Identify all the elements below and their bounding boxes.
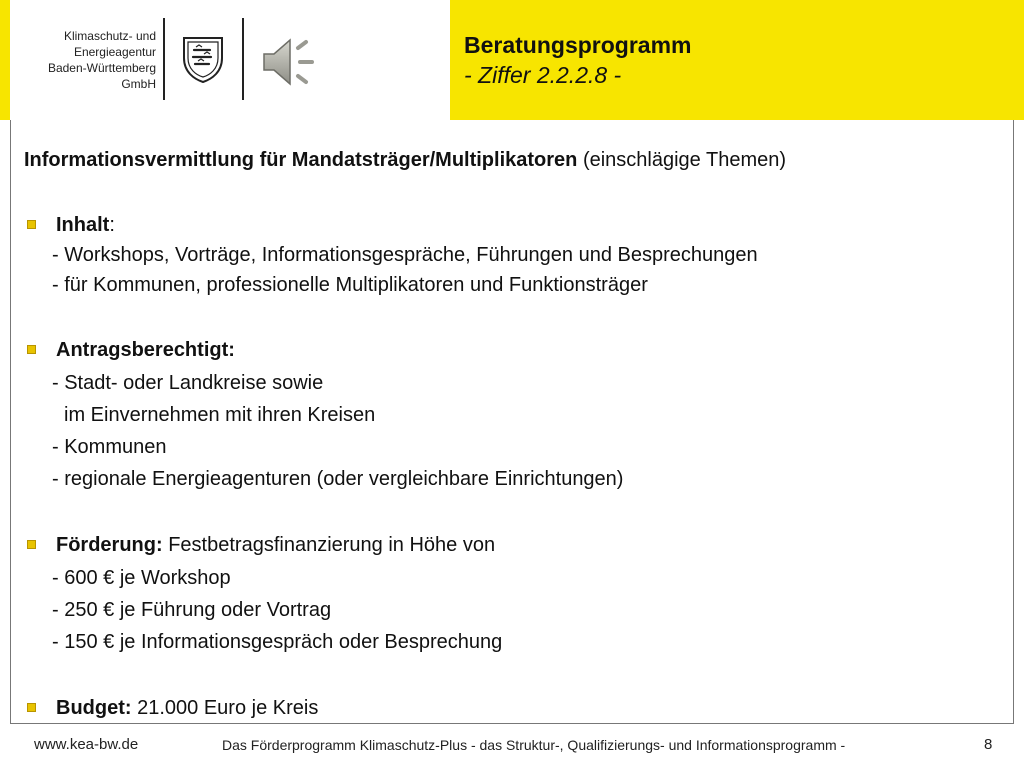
- bullet-icon: [27, 345, 36, 354]
- footer-url-link[interactable]: www.kea-bw.de: [34, 736, 139, 753]
- section-inhalt-label: Inhalt: [56, 214, 110, 236]
- slide-title-block: [464, 30, 1004, 90]
- section-budget-label: Budget:: [56, 697, 132, 719]
- antrag-line: - regionale Energieagenturen (oder vergleichbare Einrichtungen): [52, 468, 624, 490]
- logo-box: [10, 0, 450, 120]
- headline: [24, 145, 786, 175]
- bullet-icon: [27, 220, 36, 229]
- antrag-line: - Stadt- oder Landkreise sowie: [52, 372, 324, 394]
- headline-rest: (einschlägige Themen): [577, 149, 787, 171]
- section-foerderung-rest: Festbetragsfinanzierung in Höhe von: [162, 534, 496, 556]
- logo-divider-left: [163, 18, 165, 100]
- foerderung-line: - 250 € je Führung oder Vortrag: [52, 599, 332, 621]
- section-antrag-title: [56, 335, 235, 365]
- coat-of-arms-icon: [180, 34, 226, 84]
- section-budget-title: [56, 693, 318, 723]
- inhalt-line: - für Kommunen, professionelle Multiplikatoren und Funktionsträger: [52, 274, 648, 296]
- antrag-line: im Einvernehmen mit ihren Kreisen: [64, 404, 376, 426]
- speaker-audio-icon[interactable]: [260, 34, 324, 90]
- bullet-icon: [27, 703, 36, 712]
- slide-title: Beratungsprogramm: [464, 32, 692, 58]
- logo-line-1: Klimaschutz- und: [63, 29, 156, 43]
- antrag-line: - Kommunen: [52, 436, 167, 458]
- section-inhalt-suffix: :: [109, 214, 115, 236]
- logo-line-4: GmbH: [121, 77, 156, 91]
- section-antrag-label: Antragsberechtigt:: [56, 339, 235, 361]
- footer-page-number: 8: [984, 736, 993, 753]
- headline-bold: Informationsvermittlung für Mandatsträger/Multiplikatoren: [24, 149, 578, 171]
- section-inhalt-title: [56, 210, 115, 240]
- inhalt-line: - Workshops, Vorträge, Informationsgespräche, Führungen und Besprechungen: [52, 244, 758, 266]
- section-budget-rest: 21.000 Euro je Kreis: [131, 697, 319, 719]
- foerderung-line: - 150 € je Informationsgespräch oder Besprechung: [52, 631, 503, 653]
- foerderung-line: - 600 € je Workshop: [52, 567, 231, 589]
- logo-line-3: Baden-Württemberg: [47, 61, 156, 75]
- logo-line-2: Energieagentur: [73, 45, 156, 59]
- slide-subtitle: - Ziffer 2.2.2.8 -: [464, 62, 622, 88]
- section-foerderung-title: [56, 530, 495, 560]
- bullet-icon: [27, 540, 36, 549]
- logo-divider-right: [242, 18, 244, 100]
- footer-program-text: Das Förderprogramm Klimaschutz-Plus - das Struktur-, Qualifizierungs- und Informationsprogramm -: [222, 737, 846, 753]
- section-foerderung-label: Förderung:: [56, 534, 163, 556]
- logo-text: [36, 28, 156, 92]
